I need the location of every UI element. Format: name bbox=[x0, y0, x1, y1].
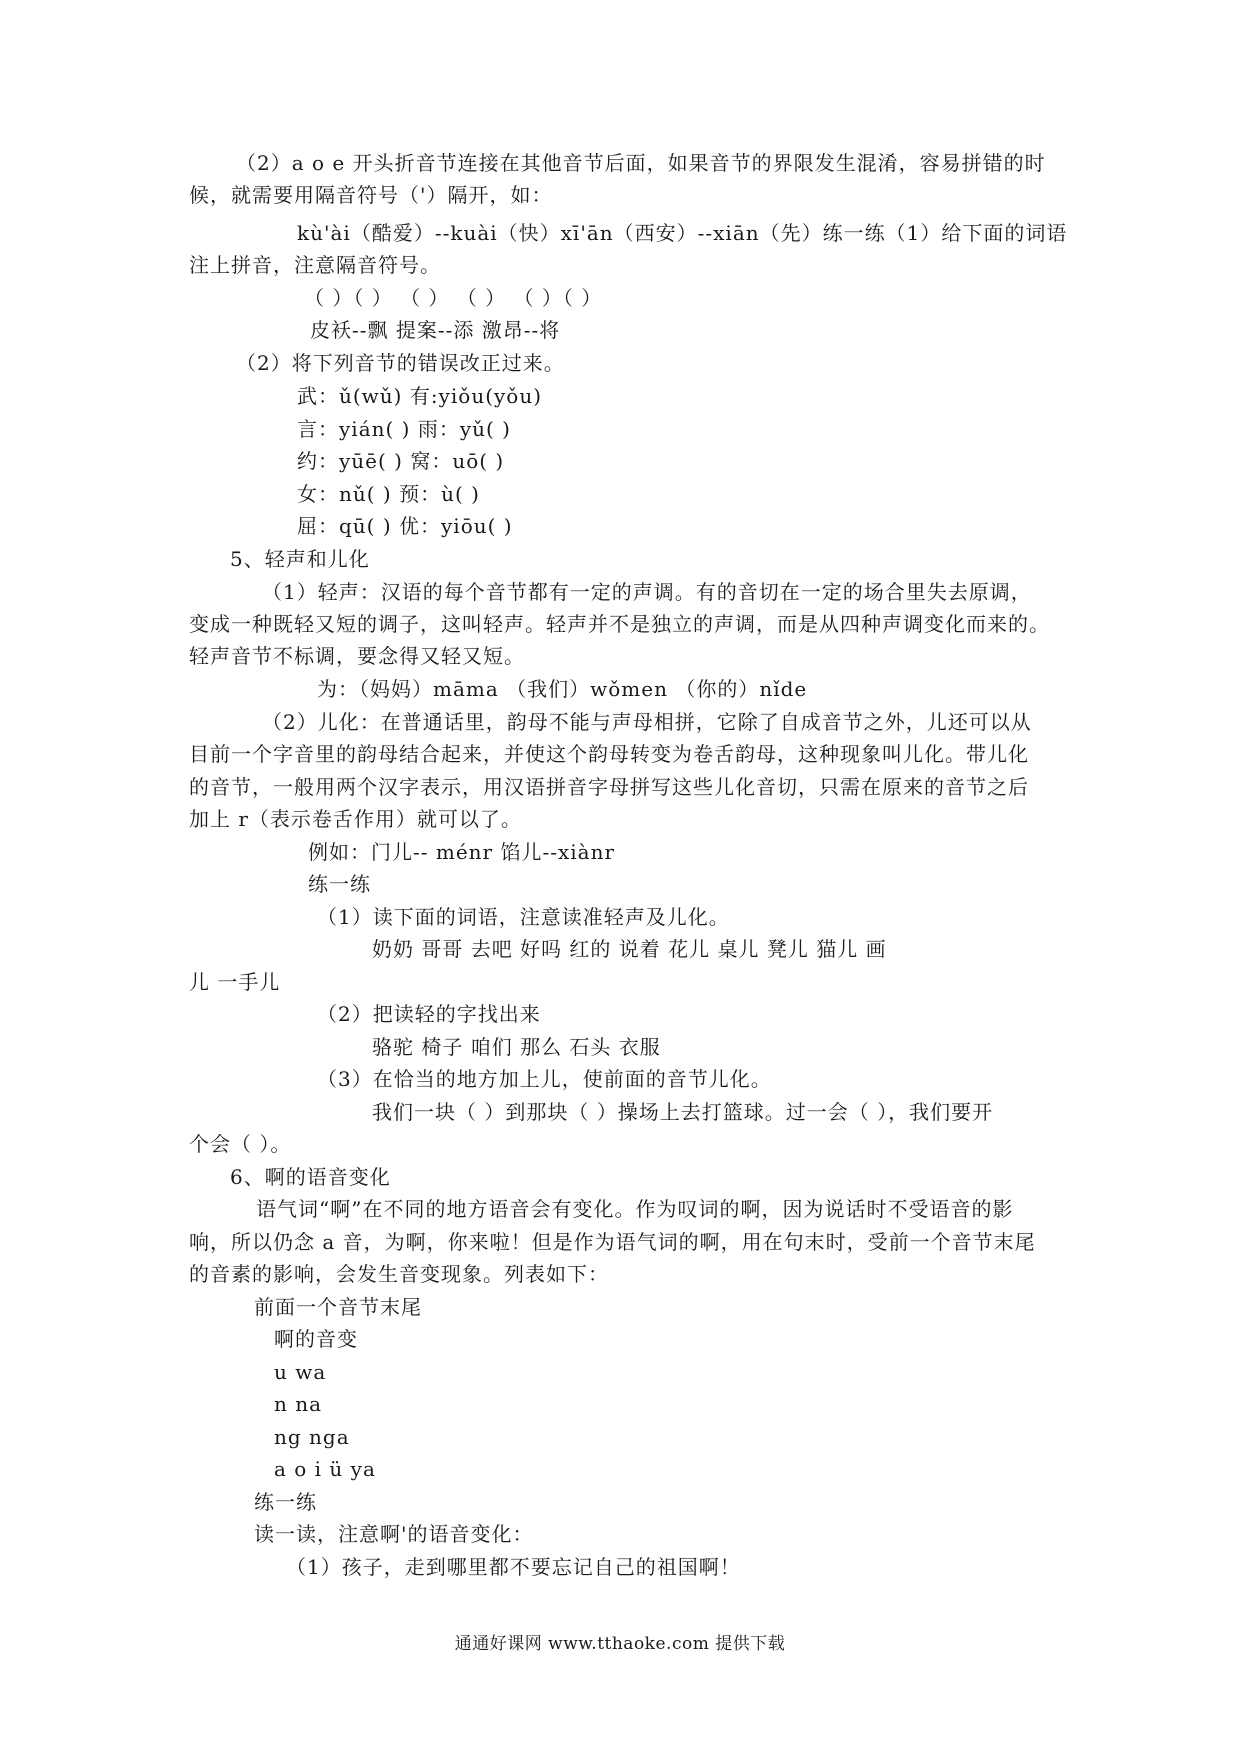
text-line: 目前一个字音里的韵母结合起来，并使这个韵母转变为卷舌韵母，这种现象叫儿化。带儿化 bbox=[189, 742, 1029, 766]
text-line: 奶奶 哥哥 去吧 好吗 红的 说着 花儿 桌儿 凳儿 猫儿 画 bbox=[372, 937, 887, 961]
text-line: u wa bbox=[274, 1360, 327, 1384]
text-line: （1）孩子，走到哪里都不要忘记自己的祖国啊！ bbox=[286, 1555, 741, 1579]
text-line: （ ）（ ） （ ） （ ） （ ）（ ） bbox=[304, 286, 603, 310]
text-line: kù'ài（酷爱）--kuài（快）xī'ān（西安）--xiān（先）练一练（1）给下面的词语 bbox=[297, 221, 1068, 245]
text-line: 候，就需要用隔音符号（'）隔开，如： bbox=[189, 183, 553, 207]
text-line: （2）把读轻的字找出来 bbox=[317, 1002, 541, 1026]
text-line: 前面一个音节末尾 bbox=[254, 1295, 422, 1319]
text-line: 变成一种既轻又短的调子，这叫轻声。轻声并不是独立的声调，而是从四种声调变化而来的。 bbox=[189, 612, 1050, 636]
text-line: 约：yūē( ) 窝：uō( ) bbox=[297, 449, 505, 473]
section-heading: 6、啊的语音变化 bbox=[230, 1165, 391, 1189]
text-line: ng nga bbox=[274, 1425, 350, 1449]
text-line: 儿 一手儿 bbox=[189, 970, 281, 994]
text-line: （2）将下列音节的错误改正过来。 bbox=[236, 351, 565, 375]
text-line: 我们一块（ ）到那块（ ）操场上去打篮球。过一会（ ），我们要开 bbox=[372, 1100, 994, 1124]
text-line: 皮袄--飘 提案--添 激昂--将 bbox=[310, 318, 561, 342]
section-heading: 5、轻声和儿化 bbox=[230, 547, 370, 571]
text-line: 啊的音变 bbox=[274, 1327, 358, 1351]
text-line: 骆驼 椅子 咱们 那么 石头 衣服 bbox=[372, 1035, 661, 1059]
text-line: a o i ü ya bbox=[274, 1457, 376, 1481]
text-line: 的音节，一般用两个汉字表示，用汉语拼音字母拼写这些儿化音切，只需在原来的音节之后 bbox=[189, 775, 1029, 799]
text-line: 轻声音节不标调，要念得又轻又短。 bbox=[189, 644, 525, 668]
text-line: 武：ǔ(wǔ) 有:yiǒu(yǒu) bbox=[297, 384, 543, 408]
text-line: 为：（妈妈）māma （我们）wǒmen （你的）nǐde bbox=[317, 677, 808, 701]
text-line: 女：nǔ( ) 预：ù( ) bbox=[297, 482, 480, 506]
text-line: （2）a o e 开头折音节连接在其他音节后面，如果音节的界限发生混淆，容易拼错的时 bbox=[236, 151, 1046, 175]
text-line: 的音素的影响，会发生音变现象。列表如下： bbox=[189, 1262, 609, 1286]
text-line: 练一练 bbox=[254, 1490, 317, 1514]
text-line: 注上拼音，注意隔音符号。 bbox=[189, 253, 441, 277]
page-footer: 通通好课网 www.tthaoke.com 提供下载 bbox=[454, 1634, 786, 1654]
text-line: （1）读下面的词语，注意读准轻声及儿化。 bbox=[317, 905, 730, 929]
text-line: 响，所以仍念 a 音，为啊，你来啦！但是作为语气词的啊，用在句末时，受前一个音节末尾 bbox=[189, 1230, 1036, 1254]
text-line: 读一读，注意啊'的语音变化： bbox=[254, 1522, 534, 1546]
text-line: 言：yián( ) 雨：yǔ( ) bbox=[297, 417, 511, 441]
text-line: 个会（ ）。 bbox=[189, 1132, 292, 1156]
text-line: n na bbox=[274, 1392, 323, 1416]
text-line: （1）轻声：汉语的每个音节都有一定的声调。有的音切在一定的场合里失去原调， bbox=[262, 580, 1032, 604]
text-line: 练一练 bbox=[308, 872, 371, 896]
text-line: 语气词“啊”在不同的地方语音会有变化。作为叹词的啊，因为说话时不受语音的影 bbox=[256, 1197, 1014, 1221]
text-line: 屈：qū( ) 优：yiōu( ) bbox=[297, 514, 513, 538]
text-line: 加上 r（表示卷舌作用）就可以了。 bbox=[189, 807, 522, 831]
text-line: （3）在恰当的地方加上儿，使前面的音节儿化。 bbox=[317, 1067, 772, 1091]
text-line: 例如：门儿-- ménr 馅儿--xiànr bbox=[308, 840, 616, 864]
text-line: （2）儿化：在普通话里，韵母不能与声母相拼，它除了自成音节之外，儿还可以从 bbox=[262, 710, 1032, 734]
